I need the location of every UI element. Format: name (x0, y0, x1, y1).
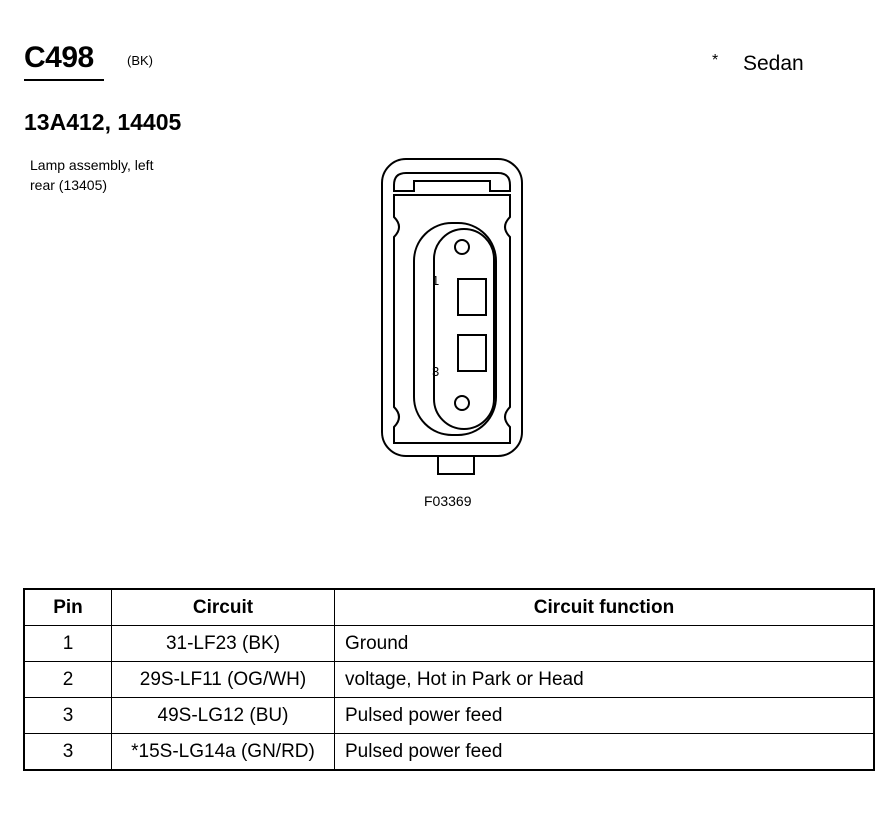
table-row (24, 698, 874, 734)
terminal-cavity-inner (434, 229, 494, 429)
function-cell: Pulsed power feed (335, 698, 875, 734)
locking-tab (394, 173, 510, 191)
pin-cell: 3 (24, 698, 112, 734)
pin-label-1: 1 (432, 273, 440, 288)
table-row (24, 662, 874, 698)
figure-id: F03369 (424, 493, 472, 509)
pin-cell: 2 (24, 662, 112, 698)
column-header-circuit: Circuit (112, 589, 335, 626)
function-cell: voltage, Hot in Park or Head (335, 662, 875, 698)
circuit-cell: 29S-LF11 (OG/WH) (112, 662, 335, 698)
note-marker: * (712, 52, 719, 69)
connector-face-diagram (378, 155, 528, 485)
location-line-2: rear (13405) (30, 177, 108, 193)
polarizing-hole-top (455, 240, 469, 254)
function-cell: Pulsed power feed (335, 734, 875, 771)
note-text: Sedan (743, 52, 804, 75)
table-row (24, 734, 874, 771)
circuit-cell: 49S-LG12 (BU) (112, 698, 335, 734)
pin-label-3: 3 (432, 364, 440, 379)
connector-key (438, 456, 474, 474)
connector-housing-outer (382, 159, 522, 456)
circuit-cell: 31-LF23 (BK) (112, 626, 335, 662)
connector-id: C498 (24, 41, 94, 74)
pin-table (23, 588, 875, 771)
pin-cell: 1 (24, 626, 112, 662)
connector-id-underline (24, 79, 104, 81)
location-line-1: Lamp assembly, left (30, 157, 154, 173)
circuit-cell: *15S-LG14a (GN/RD) (112, 734, 335, 771)
column-header-pin: Pin (24, 589, 112, 626)
column-header-function: Circuit function (335, 589, 875, 626)
function-cell: Ground (335, 626, 875, 662)
terminal-pin-1 (458, 279, 486, 315)
pin-cell: 3 (24, 734, 112, 771)
table-row (24, 626, 874, 662)
connector-color: (BK) (127, 53, 153, 68)
table-header-row (24, 589, 874, 626)
connector-location (30, 155, 200, 195)
part-numbers: 13A412, 14405 (24, 109, 182, 135)
terminal-pin-3 (458, 335, 486, 371)
polarizing-hole-bottom (455, 396, 469, 410)
